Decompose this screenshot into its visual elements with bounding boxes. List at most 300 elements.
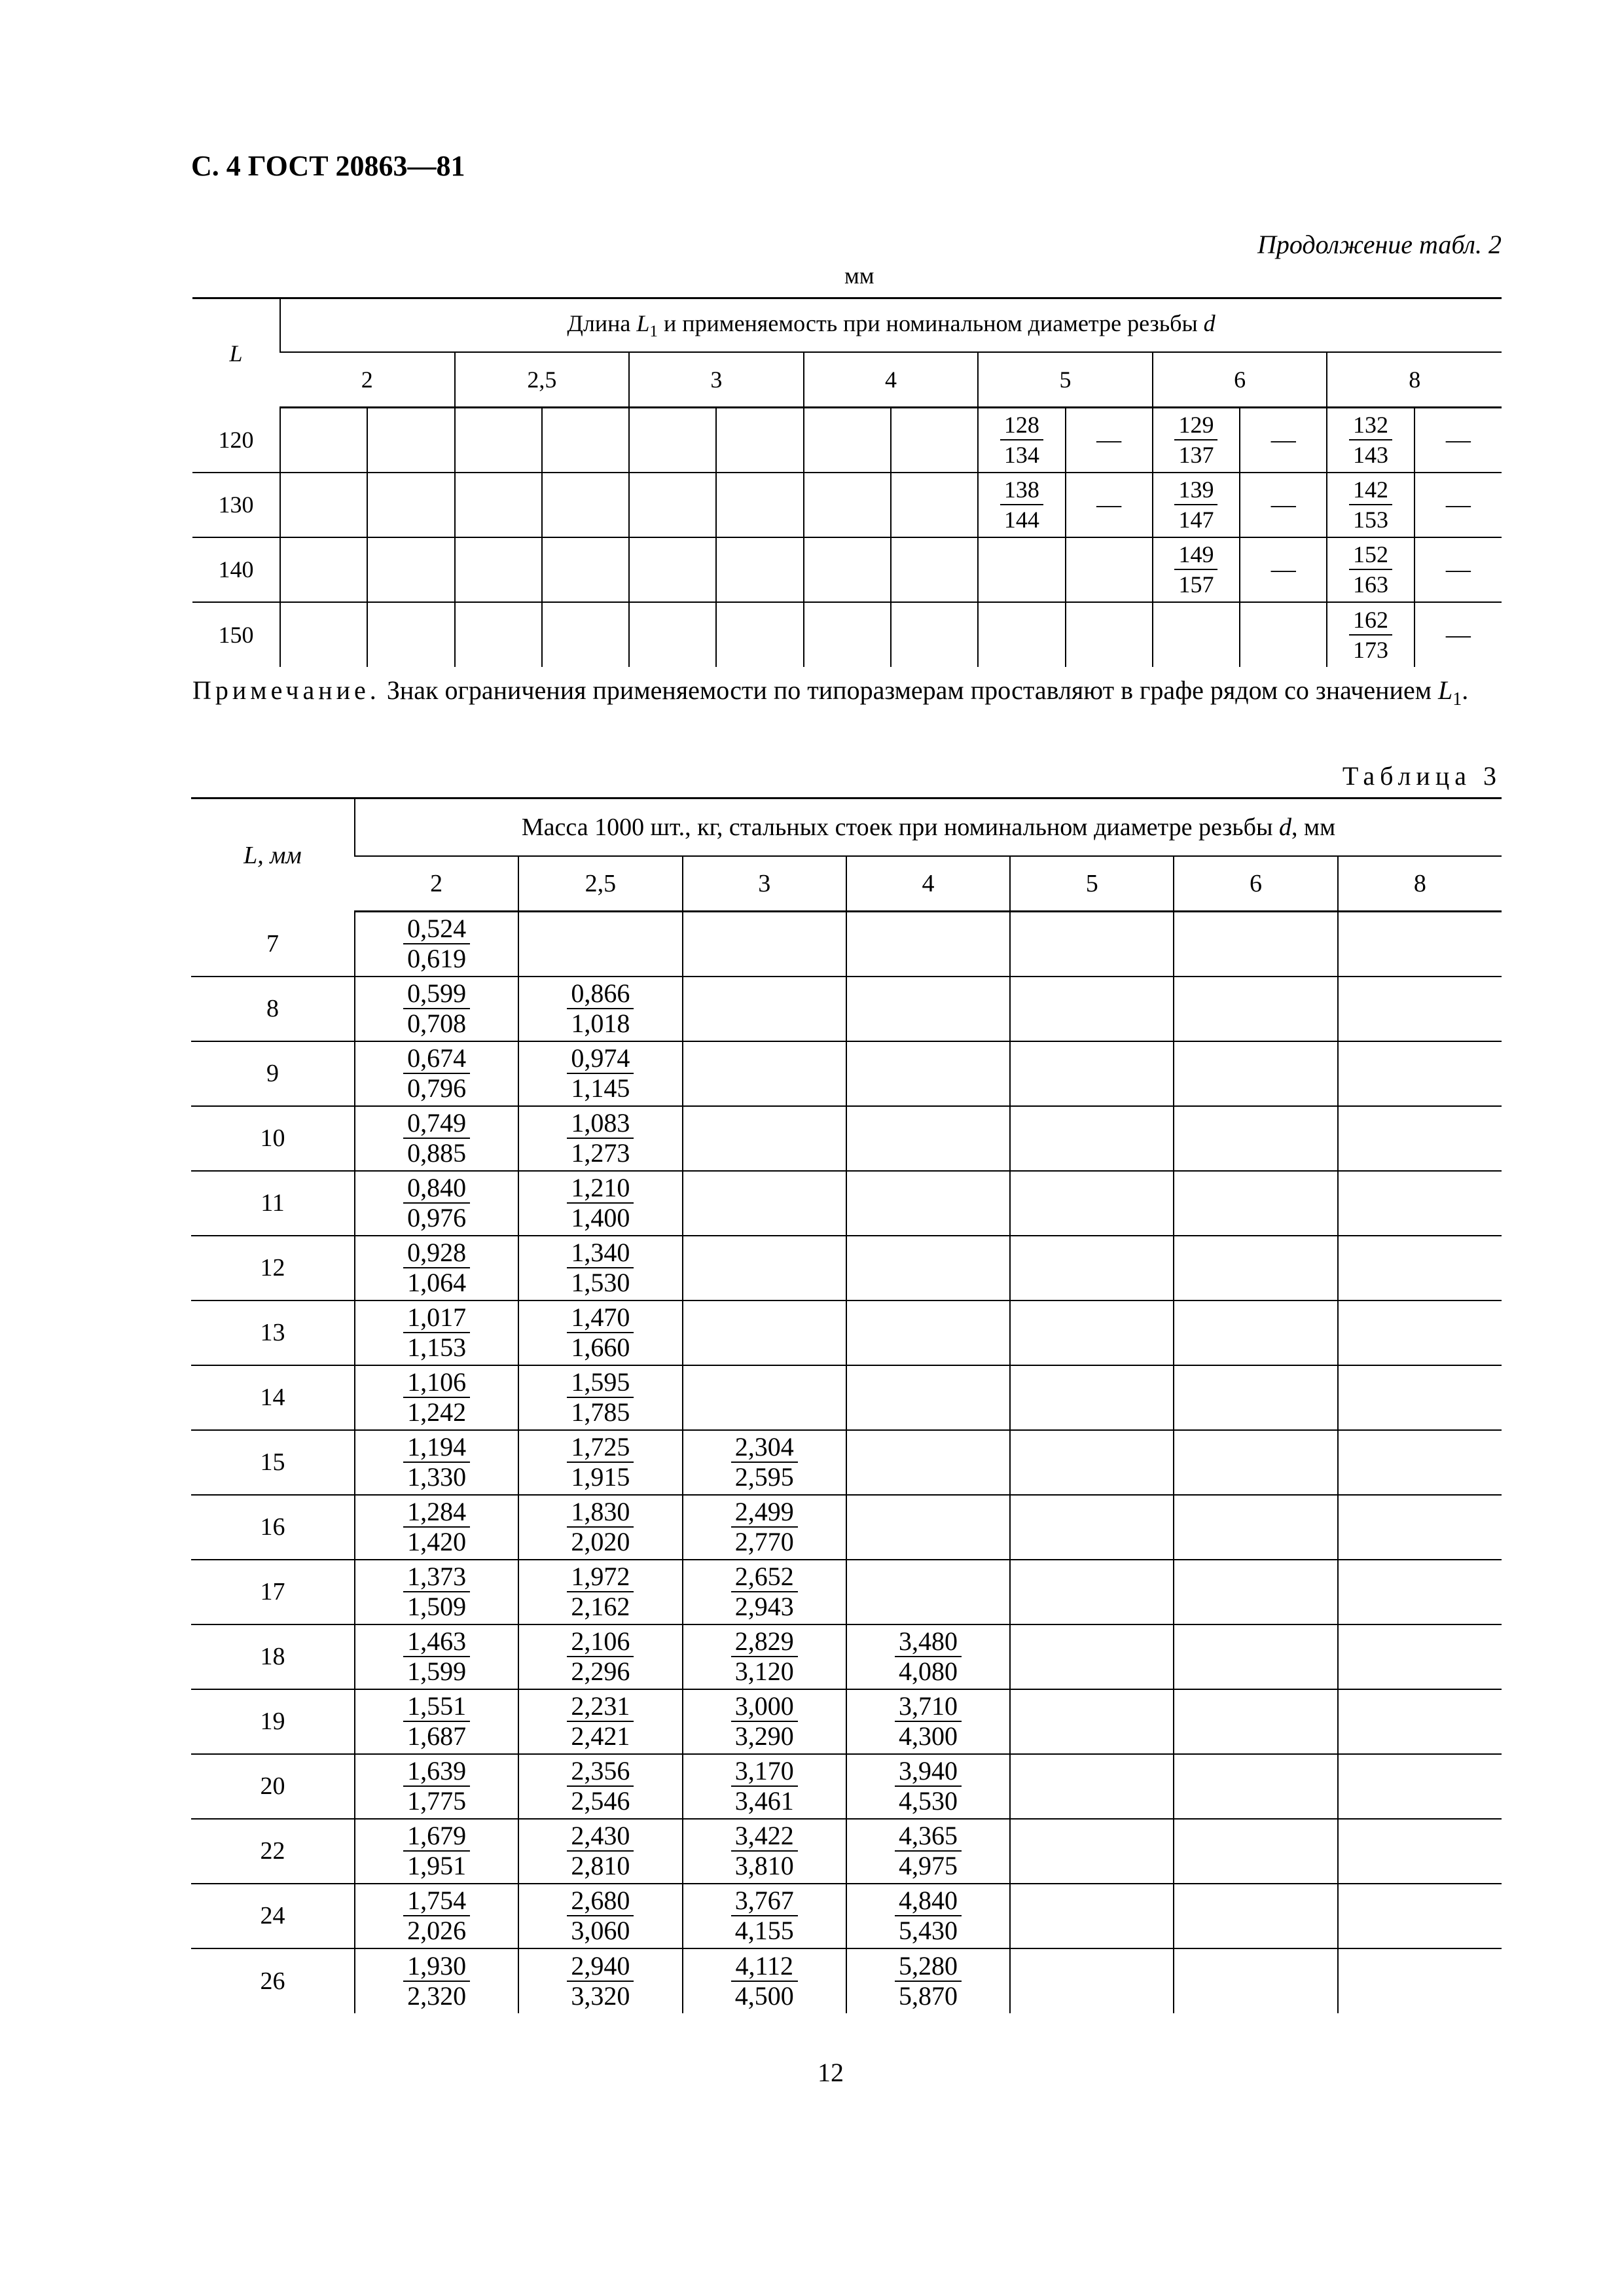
diameter-header: 4 [804, 352, 979, 408]
denominator: 144 [1003, 507, 1039, 533]
diameter-header: 2 [280, 352, 455, 408]
mass-cell [1174, 977, 1337, 1041]
mass-cell [355, 1560, 518, 1624]
mass-cell [683, 1948, 846, 2013]
fraction-value [403, 1174, 470, 1232]
page-number: 12 [818, 2058, 844, 2087]
dash-mark: — [1096, 426, 1122, 454]
row-label-L: 22 [191, 1819, 355, 1884]
numerator: 1,930 [403, 1952, 470, 1982]
fraction-value [567, 1692, 634, 1751]
mass-cell [355, 977, 518, 1041]
mass-cell [518, 1624, 682, 1689]
numerator: 1,639 [403, 1757, 470, 1787]
length-cell [1327, 408, 1414, 473]
mass-cell [355, 912, 518, 977]
units-label: мм [844, 262, 874, 289]
mass-cell [355, 1041, 518, 1106]
length-cell [455, 602, 542, 667]
mass-cell [355, 1106, 518, 1171]
mass-cell [1010, 1365, 1174, 1430]
row-label-L: 18 [191, 1624, 355, 1689]
row-label-L: 150 [192, 602, 280, 667]
fraction-value [731, 1562, 798, 1621]
numerator: 129 [1174, 410, 1217, 440]
mass-cell [1174, 912, 1337, 977]
mass-cell [1010, 1106, 1174, 1171]
denominator: 173 [1353, 636, 1389, 663]
mass-cell [1174, 1300, 1337, 1365]
numerator: 2,499 [731, 1498, 798, 1528]
mass-cell [1010, 1884, 1174, 1948]
mass-cell [1338, 912, 1502, 977]
row-label-L: 140 [192, 537, 280, 602]
denominator: 5,870 [898, 1981, 958, 2011]
length-cell [804, 602, 891, 667]
mass-cell [355, 1300, 518, 1365]
length-cell [978, 602, 1065, 667]
numerator: 3,767 [731, 1886, 798, 1916]
diameter-header: 5 [978, 352, 1153, 408]
denominator: 163 [1353, 571, 1389, 598]
fraction-value [403, 1044, 470, 1103]
numerator: 2,430 [567, 1821, 634, 1852]
mass-cell [1338, 1300, 1502, 1365]
note-text: Знак ограничения применяемости по типоразмерам проставляют в графе рядом со значением [386, 675, 1432, 705]
mass-cell [518, 1106, 682, 1171]
denominator: 1,599 [407, 1657, 467, 1686]
length-cell [804, 408, 891, 473]
mass-cell [1010, 1689, 1174, 1754]
mass-cell [846, 977, 1010, 1041]
row-label-L: 15 [191, 1430, 355, 1495]
diameter-header: 5 [1010, 856, 1174, 912]
denominator: 1,153 [407, 1333, 467, 1362]
mass-cell [518, 1430, 682, 1495]
denominator: 0,976 [407, 1203, 467, 1232]
note-label: Примечание. [192, 675, 380, 705]
mass-cell [683, 977, 846, 1041]
dash-mark: — [1271, 426, 1296, 454]
table-row [191, 1106, 1502, 1171]
denominator: 3,290 [734, 1721, 794, 1751]
fraction-value [1174, 475, 1217, 534]
numerator: 1,725 [567, 1433, 634, 1463]
numerator: 0,866 [567, 979, 634, 1009]
fraction-value [403, 1757, 470, 1816]
mass-cell [355, 1948, 518, 2013]
numerator: 3,710 [895, 1692, 962, 1722]
diameter-header: 8 [1327, 352, 1502, 408]
numerator: 1,340 [567, 1238, 634, 1268]
numerator: 2,652 [731, 1562, 798, 1592]
denominator: 1,330 [407, 1462, 467, 1492]
dash-mark: — [1445, 556, 1471, 583]
denominator: 0,619 [407, 944, 467, 974]
dash-mark: — [1096, 491, 1122, 518]
fraction-value [1174, 410, 1217, 469]
mass-cell [683, 1300, 846, 1365]
mass-cell [846, 1430, 1010, 1495]
fraction-value [403, 979, 470, 1038]
table-row [191, 1689, 1502, 1754]
row-label-L: 20 [191, 1754, 355, 1819]
fraction-value [567, 1044, 634, 1103]
length-cell [1153, 473, 1240, 537]
mass-cell [518, 1754, 682, 1819]
fraction-value [403, 1952, 470, 2011]
dash-mark: — [1445, 426, 1471, 454]
numerator: 0,674 [403, 1044, 470, 1074]
denominator: 1,687 [407, 1721, 467, 1751]
table-row [191, 1948, 1502, 2013]
applicability-cell [1066, 408, 1153, 473]
table-2-continuation [192, 297, 1502, 667]
mass-cell [683, 1624, 846, 1689]
row-label-L: 7 [266, 929, 279, 958]
mass-cell [1338, 977, 1502, 1041]
group-header: Масса 1000 шт., кг, стальных стоек при номинальном диаметре резьбы d, мм [355, 798, 1502, 857]
mass-cell [1338, 1948, 1502, 2013]
group-header: Длина $L_1$ и применяемость при номинальном диаметре резьбы d [280, 298, 1502, 353]
applicability-cell [1240, 537, 1327, 602]
numerator: 162 [1349, 605, 1392, 636]
denominator: 1,064 [407, 1268, 467, 1297]
fraction-value [403, 914, 470, 973]
mass-cell [518, 1884, 682, 1948]
table-row [192, 473, 1502, 537]
diameter-header: 4 [846, 856, 1010, 912]
applicability-cell [1415, 537, 1502, 602]
mass-cell [846, 1560, 1010, 1624]
length-cell [978, 537, 1065, 602]
mass-cell [1338, 1884, 1502, 1948]
mass-cell [518, 1819, 682, 1884]
dash-mark: — [1271, 556, 1296, 583]
fraction-value [731, 1498, 798, 1556]
mass-cell [683, 1560, 846, 1624]
denominator: 1,273 [571, 1138, 630, 1168]
mass-cell [1174, 1754, 1337, 1819]
denominator: 2,421 [571, 1721, 630, 1751]
mass-cell [355, 1754, 518, 1819]
length-cell [1153, 602, 1240, 667]
mass-cell [1338, 1041, 1502, 1106]
denominator: 1,145 [571, 1073, 630, 1103]
mass-cell [683, 1689, 846, 1754]
mass-cell [846, 1495, 1010, 1560]
denominator: 1,420 [407, 1527, 467, 1556]
numerator: 1,679 [403, 1821, 470, 1852]
dash-mark: — [1445, 620, 1471, 649]
mass-cell [1338, 1495, 1502, 1560]
applicability-cell [1066, 537, 1153, 602]
mass-cell [683, 1365, 846, 1430]
denominator: 4,500 [734, 1981, 794, 2011]
table-3-caption: Таблица 3 [1342, 761, 1502, 791]
table-row [191, 1365, 1502, 1430]
fraction-value [567, 1886, 634, 1945]
applicability-cell [367, 602, 454, 667]
mass-cell [518, 1689, 682, 1754]
mass-cell [1338, 1754, 1502, 1819]
applicability-cell [1240, 473, 1327, 537]
fraction-value [403, 1627, 470, 1686]
mass-cell [1338, 1106, 1502, 1171]
applicability-cell [1415, 408, 1502, 473]
mass-cell [1338, 1365, 1502, 1430]
table-row [191, 1624, 1502, 1689]
mass-cell [355, 1689, 518, 1754]
denominator: 1,915 [571, 1462, 630, 1492]
denominator: 2,770 [734, 1527, 794, 1556]
denominator: 1,951 [407, 1851, 467, 1880]
fraction-value [895, 1952, 962, 2011]
mass-cell [846, 1106, 1010, 1171]
mass-cell [518, 1560, 682, 1624]
denominator: 2,026 [407, 1916, 467, 1945]
mass-cell [518, 1300, 682, 1365]
numerator: 128 [1000, 410, 1043, 440]
denominator: 3,461 [734, 1786, 794, 1816]
denominator: 2,320 [407, 1981, 467, 2011]
length-cell [280, 408, 367, 473]
numerator: 4,840 [895, 1886, 962, 1916]
numerator: 3,422 [731, 1821, 798, 1852]
denominator: 1,775 [407, 1786, 467, 1816]
numerator: 2,304 [731, 1433, 798, 1463]
mass-cell [846, 912, 1010, 977]
numerator: 1,595 [567, 1368, 634, 1398]
applicability-cell [891, 408, 978, 473]
denominator: 2,296 [571, 1657, 630, 1686]
applicability-cell [891, 537, 978, 602]
mass-cell [355, 1430, 518, 1495]
fraction-value [1000, 410, 1043, 469]
numerator: 2,356 [567, 1757, 634, 1787]
numerator: 4,365 [895, 1821, 962, 1852]
denominator: 4,080 [898, 1657, 958, 1686]
numerator: 1,754 [403, 1886, 470, 1916]
fraction-value [1349, 605, 1392, 664]
numerator: 0,599 [403, 979, 470, 1009]
numerator: 3,480 [895, 1627, 962, 1657]
length-cell [455, 537, 542, 602]
numerator: 2,829 [731, 1627, 798, 1657]
applicability-cell [542, 537, 629, 602]
mass-cell [846, 1948, 1010, 2013]
mass-cell [1174, 1236, 1337, 1300]
numerator: 0,928 [403, 1238, 470, 1268]
numerator: 5,280 [895, 1952, 962, 1982]
denominator: 2,810 [571, 1851, 630, 1880]
mass-cell [846, 1754, 1010, 1819]
mass-cell [683, 912, 846, 977]
fraction-value [1349, 475, 1392, 534]
length-cell [280, 602, 367, 667]
length-cell [455, 473, 542, 537]
table-row [191, 1171, 1502, 1236]
mass-cell [1338, 1430, 1502, 1495]
length-cell [280, 537, 367, 602]
mass-cell [683, 1495, 846, 1560]
numerator: 1,972 [567, 1562, 634, 1592]
fraction-value [567, 1109, 634, 1168]
length-cell [455, 408, 542, 473]
mass-cell [1010, 1495, 1174, 1560]
numerator: 149 [1174, 540, 1217, 570]
applicability-cell [542, 408, 629, 473]
denominator: 137 [1178, 442, 1214, 469]
numerator: 1,373 [403, 1562, 470, 1592]
fraction-value [895, 1757, 962, 1816]
row-label-L: 8 [191, 977, 355, 1041]
diameter-header: 3 [683, 856, 846, 912]
row-label-L: 9 [191, 1041, 355, 1106]
fraction-value [1174, 540, 1217, 599]
row-label-L: 13 [191, 1300, 355, 1365]
mass-cell [1010, 1624, 1174, 1689]
fraction-value [403, 1433, 470, 1492]
mass-cell [1338, 1560, 1502, 1624]
mass-cell [846, 1041, 1010, 1106]
denominator: 5,430 [898, 1916, 958, 1945]
denominator: 1,660 [571, 1333, 630, 1362]
mass-cell [1010, 1171, 1174, 1236]
mass-cell [1010, 1754, 1174, 1819]
mass-cell [1010, 1300, 1174, 1365]
applicability-cell [1240, 408, 1327, 473]
fraction-value [731, 1886, 798, 1945]
mass-cell [683, 1236, 846, 1300]
column-header-L: L [192, 298, 280, 408]
denominator: 2,162 [571, 1592, 630, 1621]
applicability-cell [716, 473, 803, 537]
dash-mark: — [1445, 491, 1471, 518]
row-label-L: 11 [191, 1171, 355, 1236]
row-label-L: 12 [191, 1236, 355, 1300]
mass-cell [683, 1819, 846, 1884]
applicability-cell [1415, 473, 1502, 537]
denominator: 1,530 [571, 1268, 630, 1297]
mass-cell [518, 1041, 682, 1106]
mass-cell [518, 1171, 682, 1236]
row-label-L: 24 [191, 1884, 355, 1948]
length-cell [1153, 408, 1240, 473]
mass-cell [518, 977, 682, 1041]
fraction-value [403, 1498, 470, 1556]
fraction-value [567, 1433, 634, 1492]
fraction-value [567, 1368, 634, 1427]
numerator: 1,017 [403, 1303, 470, 1333]
applicability-cell [367, 408, 454, 473]
length-cell [629, 408, 716, 473]
row-label-L: 10 [191, 1106, 355, 1171]
mass-cell [1338, 1236, 1502, 1300]
denominator: 147 [1178, 507, 1214, 533]
mass-cell [1010, 1236, 1174, 1300]
mass-cell [1174, 1365, 1337, 1430]
numerator: 2,940 [567, 1952, 634, 1982]
table-row [192, 537, 1502, 602]
L-symbol: L, мм [243, 841, 302, 869]
mass-cell [846, 1884, 1010, 1948]
applicability-cell [891, 602, 978, 667]
mass-cell [683, 1171, 846, 1236]
fraction-value [1349, 540, 1392, 599]
row-label-L: 19 [191, 1689, 355, 1754]
mass-cell [1010, 912, 1174, 977]
denominator: 4,300 [898, 1721, 958, 1751]
table-row [191, 1754, 1502, 1819]
table-row [192, 602, 1502, 667]
fraction-value [403, 1109, 470, 1168]
numerator: 152 [1349, 540, 1392, 570]
table-row [191, 1819, 1502, 1884]
mass-cell [1010, 1560, 1174, 1624]
fraction-value [895, 1692, 962, 1751]
mass-cell [846, 1365, 1010, 1430]
applicability-cell [542, 473, 629, 537]
fraction-value [567, 1757, 634, 1816]
mass-cell [683, 1754, 846, 1819]
numerator: 138 [1000, 475, 1043, 505]
numerator: 142 [1349, 475, 1392, 505]
fraction-value [403, 1886, 470, 1945]
diameter-header-row [191, 856, 1502, 912]
denominator: 3,120 [734, 1657, 794, 1686]
length-cell [978, 473, 1065, 537]
numerator: 1,210 [567, 1174, 634, 1204]
numerator: 139 [1174, 475, 1217, 505]
applicability-cell [367, 537, 454, 602]
mass-cell [1010, 1819, 1174, 1884]
denominator: 0,796 [407, 1073, 467, 1103]
dash-mark: — [1271, 491, 1296, 518]
denominator: 2,546 [571, 1786, 630, 1816]
mass-cell [1338, 1171, 1502, 1236]
denominator: 1,242 [407, 1397, 467, 1427]
fraction-value [567, 1627, 634, 1686]
table-row [191, 1495, 1502, 1560]
denominator: 2,943 [734, 1592, 794, 1621]
mass-cell [1174, 1106, 1337, 1171]
denominator: 0,708 [407, 1009, 467, 1038]
mass-cell [355, 1624, 518, 1689]
table-row [191, 1560, 1502, 1624]
mass-cell [1010, 1041, 1174, 1106]
table-row [191, 1884, 1502, 1948]
mass-cell [1174, 1624, 1337, 1689]
denominator: 1,018 [571, 1009, 630, 1038]
fraction-value [403, 1238, 470, 1297]
mass-cell [1010, 1430, 1174, 1495]
denominator: 3,810 [734, 1851, 794, 1880]
diameter-header: 2,5 [518, 856, 682, 912]
applicability-cell [367, 473, 454, 537]
mass-cell [1174, 1689, 1337, 1754]
mass-cell [1174, 1948, 1337, 2013]
page-header: С. 4 ГОСТ 20863—81 [191, 150, 465, 182]
diameter-header-row [192, 352, 1502, 408]
mass-cell [1010, 977, 1174, 1041]
table-row [191, 1041, 1502, 1106]
applicability-cell [716, 602, 803, 667]
length-cell [978, 408, 1065, 473]
fraction-value [895, 1627, 962, 1686]
mass-cell [355, 1236, 518, 1300]
denominator: 4,975 [898, 1851, 958, 1880]
